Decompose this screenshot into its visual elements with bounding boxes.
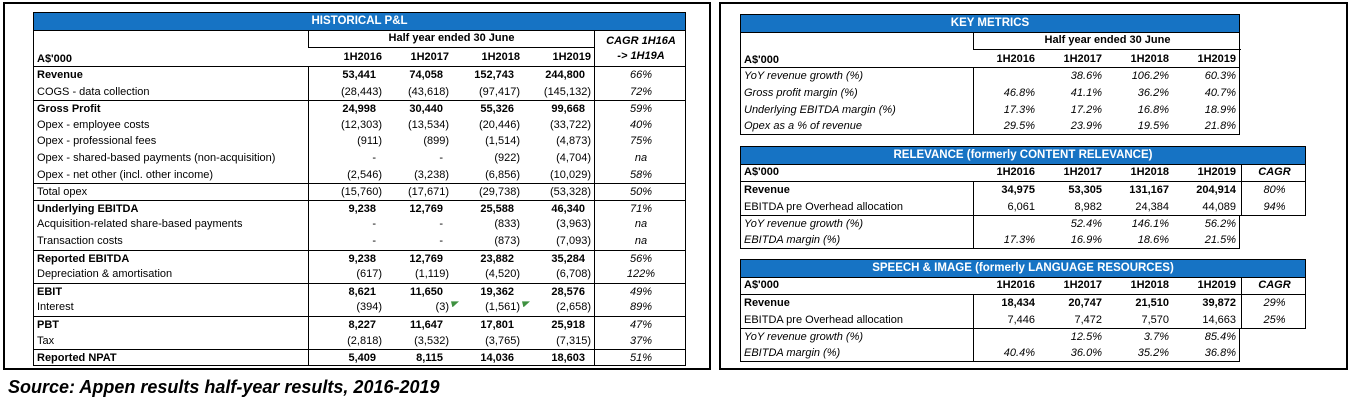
value-cell: (17,671) [408, 186, 449, 199]
table-row [33, 133, 686, 150]
value-cell: 21.5% [1204, 234, 1236, 247]
row-label: Acquisition-related share-based payments [37, 218, 243, 231]
value-cell: - [308, 233, 385, 250]
value-cell: 8,982 [1074, 200, 1102, 213]
column-header: 1H2016 [996, 53, 1035, 65]
value-cell: 14,036 [480, 352, 514, 365]
column-header: 1H2017 [1063, 166, 1102, 178]
column-header: 1H2019 [1197, 279, 1236, 291]
value-cell: - [308, 216, 385, 233]
value-cell: (911) [308, 133, 385, 150]
row-label: Opex - professional fees [37, 135, 157, 148]
value-cell: 204,914 [1196, 184, 1236, 196]
unit-label: A$'000 [744, 166, 780, 178]
cagr-cell: 29% [1241, 295, 1307, 312]
row-label: EBITDA pre Overhead allocation [744, 313, 903, 326]
table-row [740, 232, 1240, 249]
cagr-header-line1: CAGR 1H16A [606, 34, 676, 47]
value-cell: 36.2% [1137, 86, 1169, 99]
value-cell: 28,576 [551, 285, 585, 298]
table-row [33, 316, 686, 333]
value-cell: (13,534) [408, 118, 449, 131]
table-row [33, 67, 686, 84]
value-cell: 8,115 [416, 352, 443, 365]
row-label: Transaction costs [37, 234, 123, 247]
value-cell: 7,570 [1141, 313, 1169, 326]
column-header: 1H2016 [343, 51, 382, 63]
column-header: 1H2016 [996, 166, 1035, 178]
period-header: Half year ended 30 June [308, 31, 594, 48]
cagr-cell: 25% [1241, 312, 1307, 328]
row-label: Reported EBITDA [37, 252, 130, 265]
value-cell: 6,061 [973, 199, 1040, 215]
value-cell: (12,303) [308, 117, 385, 134]
value-cell: 17.2% [1070, 103, 1102, 116]
value-cell: (53,328) [550, 186, 591, 199]
key-metrics-table [740, 14, 1240, 135]
value-cell: 34,975 [973, 182, 1040, 199]
value-cell: 17.3% [973, 232, 1040, 248]
table-row [740, 102, 1240, 119]
table-row [33, 333, 686, 350]
row-label: Opex - net other (incl. other income) [37, 168, 214, 181]
value-cell: 20,747 [1068, 297, 1102, 309]
value-cell: (2,658) [556, 301, 591, 314]
table-title: RELEVANCE (formerly CONTENT RELEVANCE) [740, 146, 1306, 165]
cagr-cell: 59% [594, 101, 687, 117]
value-cell: 3.7% [1143, 330, 1169, 343]
table-row [33, 183, 686, 200]
cagr-cell: 122% [594, 266, 687, 283]
value-cell: (3,238) [414, 168, 449, 181]
value-cell: (97,417) [479, 85, 520, 98]
cagr-cell: na [594, 233, 687, 250]
table-row [740, 199, 1306, 216]
value-cell: (43,618) [408, 85, 449, 98]
cagr-cell: 58% [594, 167, 687, 184]
value-cell: 60.3% [1204, 70, 1236, 82]
speech-image-rows [740, 295, 1306, 362]
value-cell: 53,441 [308, 67, 385, 84]
table-row [740, 85, 1240, 102]
value-cell: 46.8% [973, 85, 1040, 102]
value-cell: 17.3% [973, 102, 1040, 119]
value-cell: 12.5% [1070, 330, 1102, 343]
value-cell: (7,315) [556, 334, 591, 347]
table-row [740, 216, 1240, 233]
cagr-cell: 89% [594, 299, 687, 316]
table-row [740, 118, 1240, 135]
value-cell: 17,801 [480, 318, 514, 331]
relevance-rows [740, 182, 1306, 249]
table-row [740, 182, 1306, 199]
value-cell: 8,227 [308, 317, 385, 333]
value-cell: (6,856) [485, 168, 520, 181]
column-header: 1H2019 [1197, 166, 1236, 178]
relevance-table [740, 146, 1306, 249]
value-cell: (10,029) [550, 168, 591, 181]
value-cell: 9,238 [308, 201, 385, 217]
value-cell: (20,446) [479, 118, 520, 131]
table-row [33, 167, 686, 184]
value-cell: 18.9% [1204, 103, 1236, 116]
row-label: Opex as a % of revenue [744, 120, 863, 133]
table-title: HISTORICAL P&L [33, 12, 686, 31]
value-cell: (394) [308, 299, 385, 316]
column-header: 1H2018 [1130, 279, 1169, 291]
table-row [33, 349, 686, 366]
row-label: EBITDA margin (%) [744, 234, 841, 247]
value-cell: (899) [423, 135, 449, 148]
historical-pnl-table [33, 12, 686, 366]
value-cell: (4,520) [485, 268, 520, 281]
row-label: Underlying EBITDA margin (%) [744, 103, 896, 116]
cagr-cell: na [594, 216, 687, 233]
column-header: 1H2019 [552, 51, 591, 63]
value-cell: - [308, 150, 385, 167]
cagr-cell: 94% [1241, 199, 1307, 215]
row-label: Opex - shared-based payments (non-acquisition) [37, 151, 276, 164]
value-cell: (4,704) [556, 151, 591, 164]
value-cell: 16.8% [1137, 103, 1169, 116]
value-cell: 23,882 [480, 252, 514, 265]
key-metrics-header [740, 33, 1240, 68]
table-row [33, 233, 686, 250]
column-header: 1H2017 [1063, 53, 1102, 65]
value-cell: 44,089 [1202, 200, 1236, 213]
pnl-header [33, 31, 686, 67]
value-cell: 14,663 [1202, 313, 1236, 326]
value-cell: (145,132) [543, 85, 591, 98]
cagr-cell: 49% [594, 284, 687, 300]
cagr-cell: 66% [594, 67, 687, 84]
value-cell: 25,588 [480, 202, 514, 215]
cagr-cell: 51% [594, 350, 687, 366]
table-row [33, 100, 686, 117]
row-label: Revenue [744, 297, 790, 309]
value-cell: 35.2% [1137, 347, 1169, 360]
value-cell: 25,918 [551, 318, 585, 331]
value-cell [973, 68, 1040, 85]
cagr-cell: na [594, 150, 687, 167]
table-row [33, 299, 686, 316]
value-cell: 29.5% [973, 118, 1040, 134]
row-label: Underlying EBITDA [37, 202, 139, 215]
value-cell: 36.8% [1204, 347, 1236, 360]
unit-label: A$'000 [37, 53, 73, 65]
source-note: Source: Appen results half-year results, 2016-2019 [8, 377, 440, 397]
table-row [740, 329, 1240, 346]
value-cell: 74,058 [409, 69, 443, 81]
row-label: PBT [37, 318, 59, 331]
cagr-column-header: CAGR [1241, 165, 1307, 181]
value-cell: 24,384 [1135, 200, 1169, 213]
value-cell: 99,668 [551, 103, 585, 116]
value-cell: 11,650 [409, 285, 443, 298]
value-cell: 12,769 [409, 202, 443, 215]
value-cell: (28,443) [308, 84, 385, 101]
column-header: 1H2018 [481, 51, 520, 63]
cagr-cell: 37% [594, 333, 687, 350]
table-row [740, 295, 1306, 312]
value-cell: 39,872 [1202, 297, 1236, 309]
value-cell: 35,284 [551, 252, 585, 265]
period-header: Half year ended 30 June [973, 33, 1241, 50]
value-cell: 21,510 [1135, 297, 1169, 309]
value-cell: 40.4% [973, 345, 1040, 361]
table-title: KEY METRICS [740, 14, 1240, 33]
cagr-cell: 72% [594, 84, 687, 101]
unit-label: A$'000 [744, 279, 780, 291]
value-cell: (873) [494, 234, 520, 247]
table-row [33, 283, 686, 300]
header-blank-cell [741, 33, 973, 50]
cagr-cell: 50% [594, 184, 687, 200]
column-header: 1H2018 [1130, 166, 1169, 178]
value-cell: (1,561) [452, 299, 523, 316]
column-header: 1H2017 [1063, 279, 1102, 291]
value-cell: 12,769 [409, 252, 443, 265]
row-label: Revenue [744, 184, 790, 196]
row-label: EBIT [37, 285, 63, 298]
table-row [33, 250, 686, 267]
value-cell: 46,340 [551, 202, 585, 215]
table-row [33, 150, 686, 167]
value-cell: (833) [494, 218, 520, 231]
table-title: SPEECH & IMAGE (formerly LANGUAGE RESOURCES) [740, 259, 1306, 278]
value-cell: 9,238 [308, 251, 385, 267]
row-label: Gross profit margin (%) [744, 86, 858, 99]
row-label: Opex - employee costs [37, 118, 150, 131]
value-cell: 5,409 [308, 350, 385, 366]
row-label: Gross Profit [37, 103, 101, 116]
value-cell: - [439, 151, 443, 164]
column-header: 1H2018 [1130, 53, 1169, 65]
value-cell: 36.0% [1070, 347, 1102, 360]
cagr-cell: 75% [594, 133, 687, 150]
row-label: YoY revenue growth (%) [744, 217, 864, 230]
table-row [33, 84, 686, 101]
table-row [33, 216, 686, 233]
value-cell: (2,818) [308, 333, 385, 350]
value-cell: (1,119) [414, 268, 449, 281]
value-cell: 7,446 [973, 312, 1040, 328]
cagr-cell: 56% [594, 251, 687, 267]
value-cell: (6,708) [556, 268, 591, 281]
value-cell: (15,760) [308, 184, 385, 200]
value-cell: (3,532) [414, 334, 449, 347]
value-cell: 106.2% [1131, 70, 1169, 82]
value-cell: (4,873) [556, 135, 591, 148]
table-row [33, 117, 686, 134]
cagr-cell: 47% [594, 317, 687, 333]
value-cell: (3) [385, 299, 452, 316]
row-label: YoY revenue growth (%) [744, 330, 864, 343]
value-cell: 19,362 [480, 285, 514, 298]
row-label: Tax [37, 334, 55, 347]
value-cell: 7,472 [1074, 313, 1102, 326]
table-row [740, 345, 1240, 362]
value-cell: 244,800 [545, 69, 585, 81]
value-cell: (29,738) [479, 186, 520, 199]
value-cell: 11,647 [409, 318, 443, 331]
value-cell: 131,167 [1129, 184, 1169, 196]
value-cell: 23.9% [1070, 120, 1102, 133]
value-cell: 18,434 [973, 295, 1040, 312]
row-label: COGS - data collection [37, 85, 150, 98]
relevance-header [740, 165, 1306, 182]
value-cell [973, 216, 1040, 233]
column-header: 1H2016 [996, 279, 1035, 291]
table-row [740, 312, 1306, 329]
speech-image-header [740, 278, 1306, 295]
column-header: 1H2017 [410, 51, 449, 63]
value-cell: 38.6% [1070, 70, 1102, 82]
value-cell: (922) [494, 151, 520, 164]
value-cell: 24,998 [308, 101, 385, 117]
speech-image-table [740, 259, 1306, 362]
value-cell: (2,546) [308, 167, 385, 184]
table-row [33, 200, 686, 217]
value-cell: 8,621 [308, 284, 385, 300]
cagr-column-header [594, 31, 687, 66]
cagr-cell: 80% [1241, 182, 1307, 199]
value-cell: - [439, 218, 443, 231]
column-header: 1H2019 [1197, 53, 1236, 65]
pnl-rows [33, 67, 686, 366]
key-metrics-rows [740, 68, 1240, 135]
value-cell: 52.4% [1070, 217, 1102, 230]
cagr-cell: 40% [594, 117, 687, 134]
value-cell: (1,514) [485, 135, 520, 148]
row-label: Revenue [37, 69, 83, 81]
row-label: Interest [37, 301, 74, 314]
value-cell: 85.4% [1204, 330, 1236, 343]
value-cell: 55,326 [480, 103, 514, 116]
value-cell: 21.8% [1204, 120, 1236, 133]
value-cell: 18,603 [551, 352, 585, 365]
value-cell: 18.6% [1137, 234, 1169, 247]
value-cell: 41.1% [1070, 86, 1102, 99]
unit-label: A$'000 [744, 54, 780, 66]
value-cell: 40.7% [1204, 86, 1236, 99]
value-cell: 16.9% [1070, 234, 1102, 247]
value-cell: - [439, 234, 443, 247]
header-blank-cell [34, 31, 308, 48]
row-label: EBITDA margin (%) [744, 347, 841, 360]
value-cell: (7,093) [556, 234, 591, 247]
row-label: Reported NPAT [37, 352, 117, 365]
value-cell [973, 329, 1040, 346]
value-cell: (3,765) [485, 334, 520, 347]
value-cell: 53,305 [1068, 184, 1102, 196]
value-cell: 152,743 [474, 69, 514, 81]
cagr-cell: 71% [594, 201, 687, 217]
cagr-column-header: CAGR [1241, 278, 1307, 294]
value-cell: 56.2% [1204, 217, 1236, 230]
row-label: EBITDA pre Overhead allocation [744, 200, 903, 213]
value-cell: (3,963) [556, 218, 591, 231]
value-cell: 19.5% [1137, 120, 1169, 133]
row-label: YoY revenue growth (%) [744, 70, 864, 82]
table-row [33, 266, 686, 283]
value-cell: (33,722) [550, 118, 591, 131]
value-cell: 30,440 [409, 103, 443, 116]
row-label: Depreciation & amortisation [37, 268, 173, 281]
value-cell: 146.1% [1131, 217, 1169, 230]
row-label: Total opex [37, 186, 88, 199]
value-cell: (617) [308, 266, 385, 283]
table-row [740, 68, 1240, 85]
cagr-header-line2: -> 1H19A [617, 49, 665, 62]
